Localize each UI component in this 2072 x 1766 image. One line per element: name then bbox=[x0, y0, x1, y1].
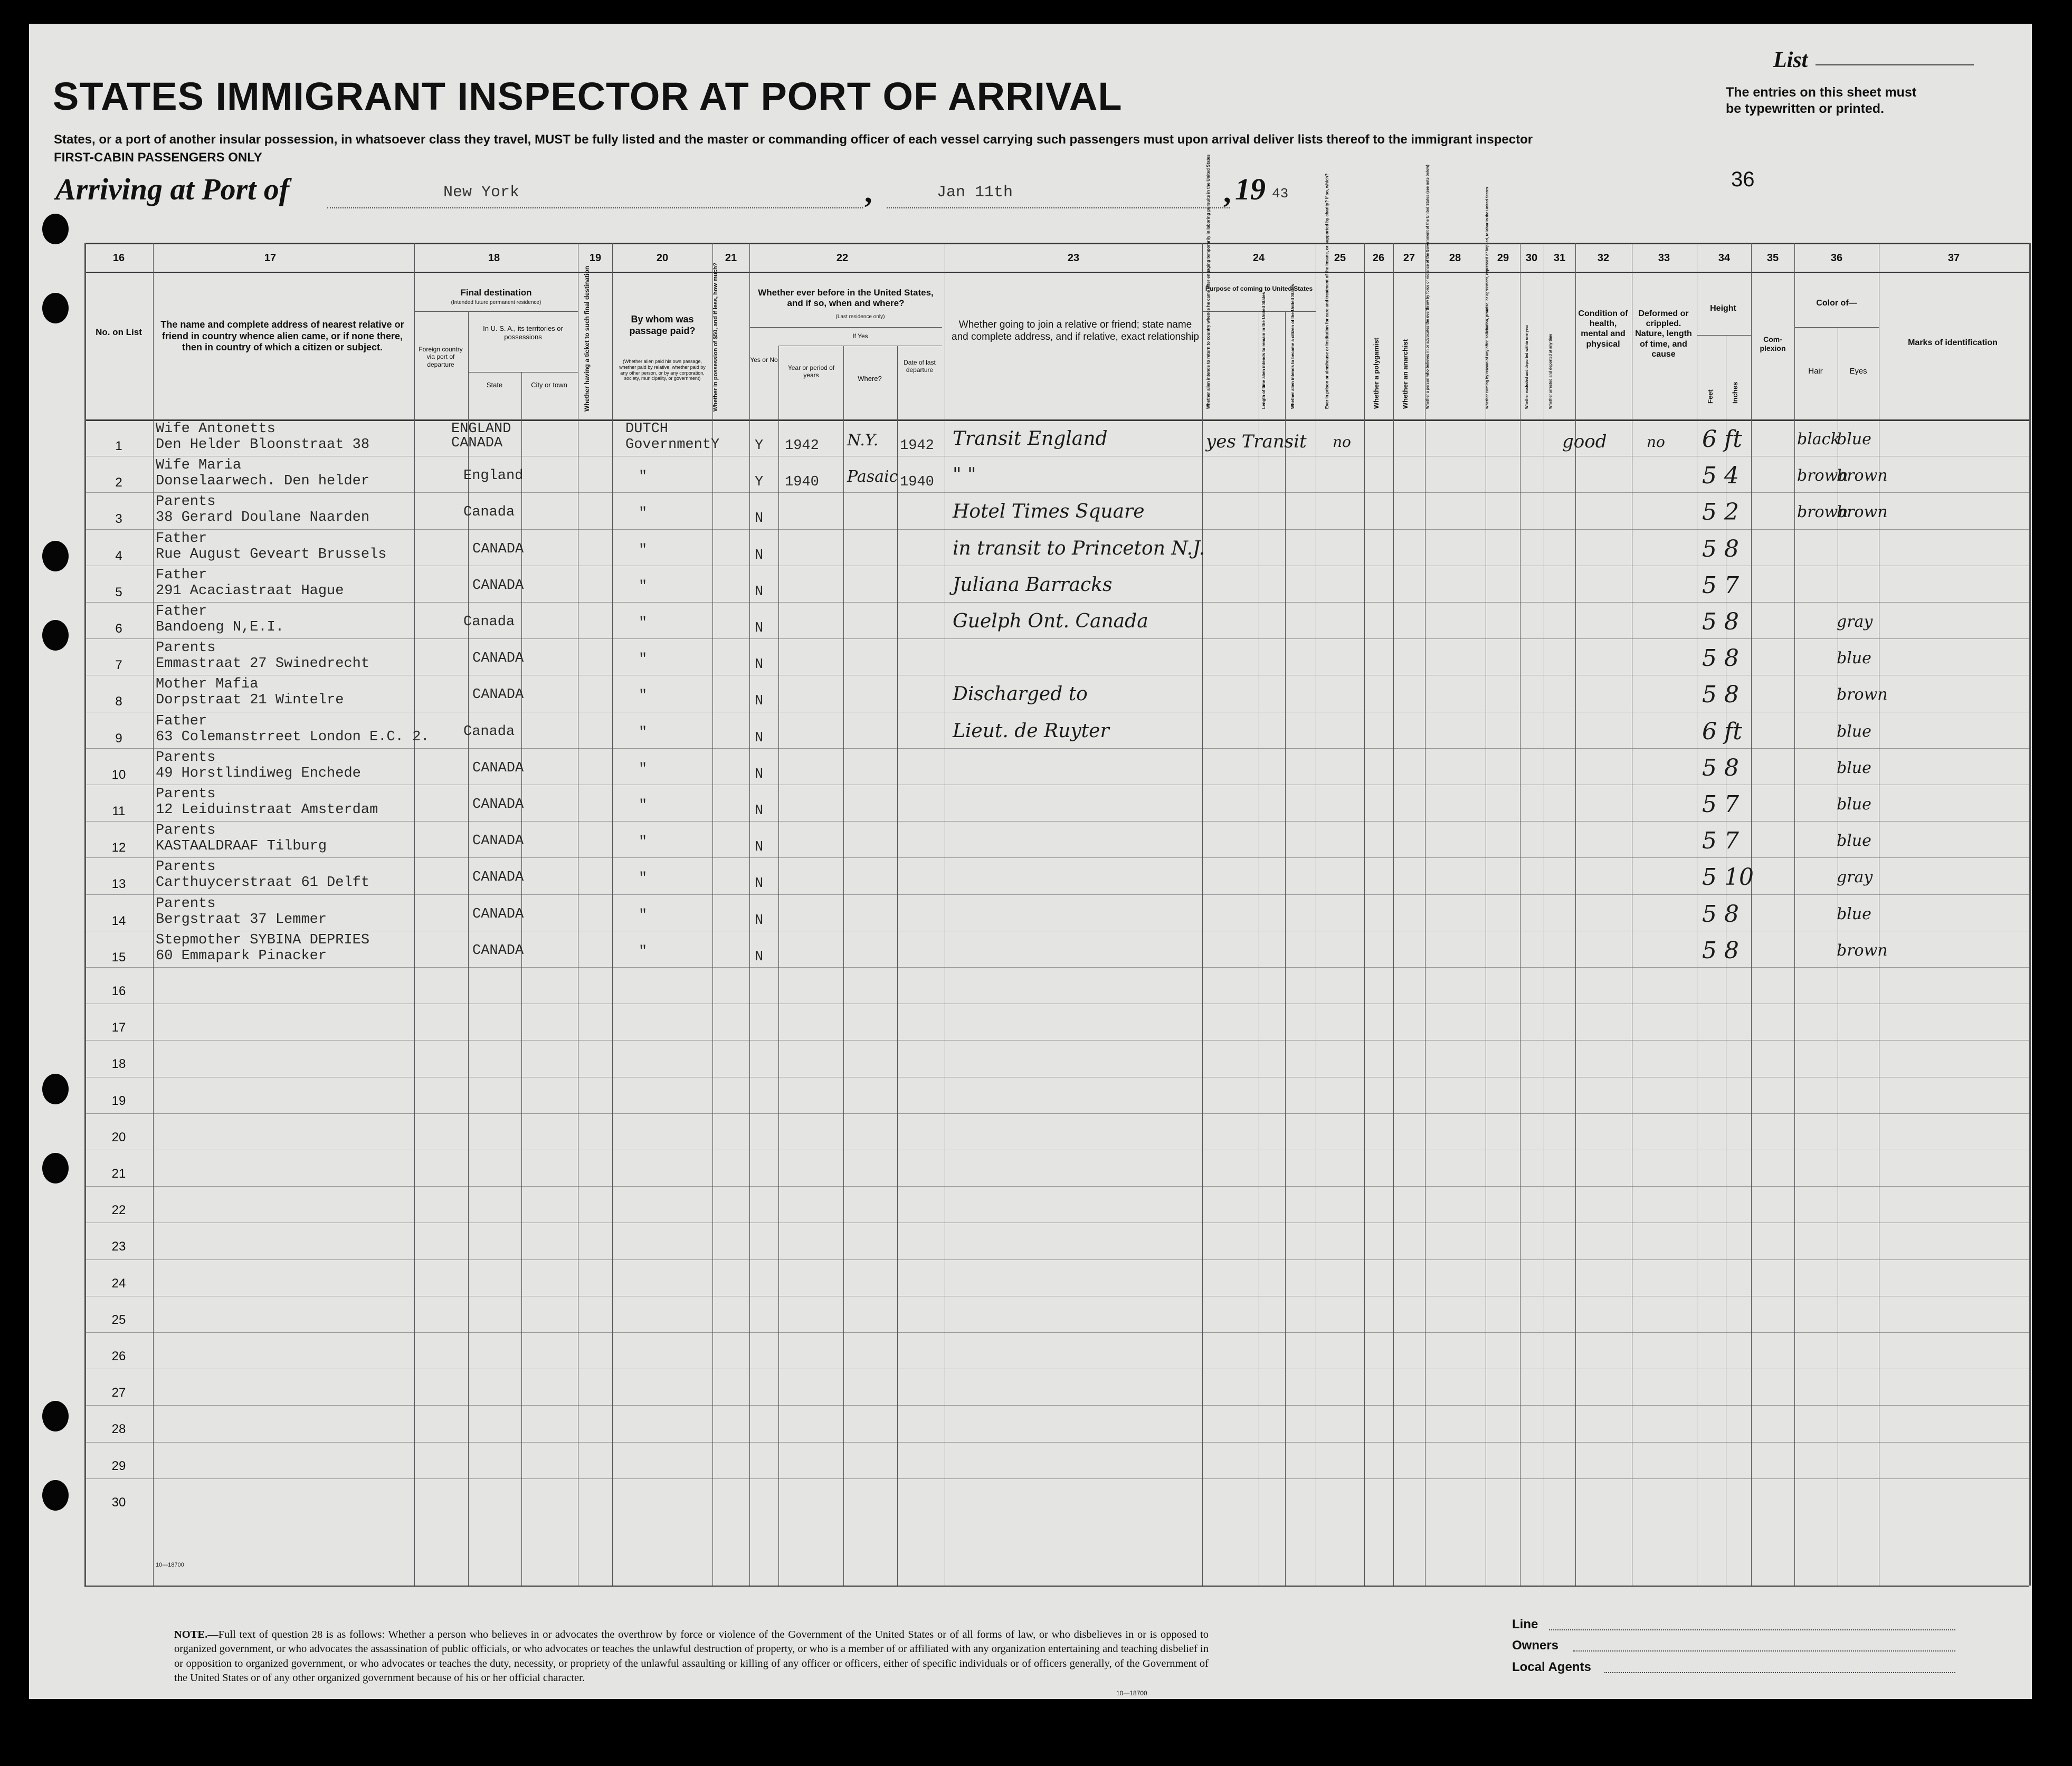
row-number: 3 bbox=[115, 512, 122, 526]
height: 5 8 bbox=[1702, 755, 1739, 781]
eye-color: blue bbox=[1837, 832, 1871, 850]
join-relative: Guelph Ont. Canada bbox=[953, 610, 1148, 632]
column-number: 34 bbox=[1718, 252, 1731, 264]
column-number: 16 bbox=[112, 252, 125, 264]
relative-name: Wife Maria bbox=[156, 457, 242, 473]
relative-address: Emmastraat 27 Swinedrecht bbox=[156, 656, 370, 672]
header-color-of: Color of— bbox=[1816, 299, 1857, 308]
page-title: STATES IMMIGRANT INSPECTOR AT PORT OF ARRIVAL bbox=[53, 74, 1123, 118]
been-in-us: N bbox=[755, 657, 764, 673]
join-relative: Hotel Times Square bbox=[953, 501, 1145, 522]
height: 5 8 bbox=[1702, 901, 1739, 928]
header-c29: Whether coming by reason of any offer, solicitation, promise, or agreement, expressed or implied, to labor in the United States bbox=[1486, 187, 1489, 409]
height: 5 8 bbox=[1702, 536, 1739, 562]
destination-country: CANADA bbox=[472, 687, 524, 703]
column-rule bbox=[1794, 243, 1795, 1586]
purpose: yes Transit bbox=[1206, 431, 1307, 452]
row-number: 30 bbox=[111, 1495, 126, 1510]
date-value: Jan 11th bbox=[937, 184, 1013, 202]
row-number: 7 bbox=[115, 658, 122, 672]
row-number: 11 bbox=[112, 804, 126, 818]
relative-name: Mother Mafia bbox=[156, 676, 259, 692]
destination-country: CANADA bbox=[472, 906, 524, 922]
passage-paid-by: " bbox=[639, 908, 648, 923]
column-number: 25 bbox=[1334, 252, 1346, 264]
header-anarchist: Whether an anarchist bbox=[1401, 339, 1409, 409]
column-number: 17 bbox=[264, 252, 277, 264]
destination-country: CANADA bbox=[451, 435, 503, 451]
header-c31: Whether arrested and deported at any time bbox=[1549, 333, 1553, 409]
column-number: 20 bbox=[656, 252, 669, 264]
relative-address: Dorpstraat 21 Wintelre bbox=[156, 692, 344, 708]
col-25: no bbox=[1333, 433, 1351, 451]
eye-color: blue bbox=[1837, 430, 1871, 448]
passage-paid-by: " bbox=[639, 469, 648, 485]
header-final-destination-sub: (Intended future permanent residence) bbox=[451, 300, 541, 306]
line-label: Line bbox=[1512, 1617, 1538, 1631]
destination-country: Canada bbox=[463, 724, 515, 740]
relative-address: 63 Colemanstrreet London E.C. 2. bbox=[156, 729, 430, 745]
column-rule bbox=[1393, 243, 1394, 1586]
note-text: —Full text of question 28 is as follows: Whether a person who believes in or advocates the overthrow by force or violence of the Government of the United States or of all forms of law, or who disbelieves in or is opposed to organized government, or who advocates the assassination of public officials, or who advocates or teaches the unlawful destruction of property, or who is a member of or affiliated with any organization entertaining and teaching disbelief in or opposition to organized government, or who advocates or teaches the duty, necessity, or propriety of the unlawful assaulting or killing of any officer or officers, either of specific individuals or of officers generally, of the Government of the United States or of any other organized government because of his or her official character. bbox=[174, 1629, 1209, 1684]
relative-name: Father bbox=[156, 567, 207, 583]
where-in-us: Pasaic bbox=[847, 467, 898, 486]
column-number: 30 bbox=[1525, 252, 1538, 264]
been-in-us: N bbox=[755, 730, 764, 746]
destination-country: ENGLAND bbox=[451, 421, 511, 437]
header-height: Height bbox=[1710, 304, 1736, 313]
punch-hole bbox=[42, 1153, 69, 1183]
destination-country: Canada bbox=[463, 614, 515, 630]
height: 5 8 bbox=[1702, 645, 1739, 672]
header-purpose-a bbox=[1206, 314, 1211, 409]
been-in-us: N bbox=[755, 693, 764, 709]
passage-paid-by: " bbox=[639, 761, 648, 777]
header-polygamist: Whether a polygamist bbox=[1372, 337, 1380, 409]
row-rule bbox=[84, 529, 2029, 530]
column-number: 26 bbox=[1372, 252, 1385, 264]
passage-paid-by: " bbox=[639, 944, 648, 960]
destination-country: CANADA bbox=[472, 578, 524, 594]
passage-paid-by: DUTCH bbox=[625, 421, 669, 437]
header-join-relative: Whether going to join a relative or friend; state name and complete address, and if relative, exact relationship bbox=[952, 319, 1199, 342]
relative-name: Father bbox=[156, 604, 207, 619]
port-line bbox=[327, 207, 863, 208]
column-rule bbox=[153, 243, 154, 1586]
eye-color: blue bbox=[1837, 722, 1871, 741]
header-fifty: Whether in possession of $50, and if less, how much? bbox=[712, 262, 719, 412]
date-last-departure: 1940 bbox=[900, 474, 934, 490]
row-number: 1 bbox=[115, 439, 122, 453]
row-number: 27 bbox=[111, 1386, 126, 1400]
column-rule bbox=[897, 346, 898, 1586]
agents-field bbox=[1604, 1672, 1955, 1673]
row-number: 29 bbox=[111, 1459, 126, 1473]
relative-name: Parents bbox=[156, 750, 216, 766]
header-before-us-sub: (Last residence only) bbox=[835, 314, 885, 320]
passage-paid-by: " bbox=[639, 725, 648, 741]
relative-name: Father bbox=[156, 713, 207, 729]
join-relative: " " bbox=[953, 464, 976, 486]
date-line bbox=[887, 207, 1230, 208]
been-in-us: N bbox=[755, 621, 764, 636]
column-rule bbox=[1364, 243, 1365, 1586]
column-number: 31 bbox=[1553, 252, 1566, 264]
height: 6 ft bbox=[1702, 718, 1742, 745]
port-value: New York bbox=[443, 184, 520, 202]
been-in-us: N bbox=[755, 949, 764, 965]
relative-name: Wife Antonetts bbox=[156, 421, 275, 437]
column-number: 35 bbox=[1766, 252, 1779, 264]
passage-paid-by: " bbox=[639, 871, 648, 886]
header-year-period: Year or period of years bbox=[787, 364, 835, 379]
passage-paid-by: " bbox=[639, 798, 648, 814]
relative-name: Parents bbox=[156, 896, 216, 912]
row-rule bbox=[84, 1186, 2029, 1187]
row-rule bbox=[84, 1259, 2029, 1260]
header-no-on-list: No. on List bbox=[96, 327, 142, 337]
where-in-us: N.Y. bbox=[847, 431, 879, 450]
column-number: 18 bbox=[488, 252, 500, 264]
relative-name: Parents bbox=[156, 859, 216, 875]
row-number: 15 bbox=[111, 950, 126, 965]
row-number: 6 bbox=[115, 622, 122, 636]
been-in-us: Y bbox=[755, 438, 764, 454]
typewritten-note bbox=[1726, 84, 1916, 118]
header-eyes: Eyes bbox=[1849, 367, 1867, 376]
row-rule bbox=[84, 1405, 2029, 1406]
join-relative: Lieut. de Ruyter bbox=[953, 720, 1109, 742]
agents-label: Local Agents bbox=[1512, 1660, 1591, 1674]
passage-paid-by: " bbox=[639, 652, 648, 667]
row-number: 24 bbox=[111, 1276, 126, 1291]
relative-address: 291 Acaciastraat Hague bbox=[156, 583, 344, 599]
row-number: 5 bbox=[115, 585, 122, 599]
header-health: Condition of health, mental and physical bbox=[1578, 309, 1628, 349]
row-number: 4 bbox=[115, 549, 122, 563]
destination-country: England bbox=[463, 468, 524, 484]
header-date-last: Date of last departure bbox=[904, 359, 936, 374]
footnote bbox=[174, 1628, 1209, 1685]
row-rule bbox=[84, 821, 2029, 822]
comma: , bbox=[864, 175, 872, 209]
date-last-departure: 1942 bbox=[900, 438, 934, 454]
been-in-us: N bbox=[755, 548, 764, 564]
column-rule bbox=[1751, 243, 1752, 1586]
passage-paid-by: " bbox=[639, 688, 648, 704]
typewritten-note-1: The entries on this sheet must bbox=[1726, 85, 1917, 100]
list-label: List bbox=[1773, 48, 1808, 72]
eye-color: brown bbox=[1837, 685, 1888, 704]
passage-paid-by: " bbox=[639, 579, 648, 595]
eye-color: gray bbox=[1837, 613, 1873, 631]
cabin-class: FIRST-CABIN PASSENGERS ONLY bbox=[54, 150, 262, 165]
column-rule bbox=[749, 243, 750, 1586]
eye-color: blue bbox=[1837, 795, 1871, 814]
row-rule bbox=[84, 857, 2029, 858]
relative-address: Bergstraat 37 Lemmer bbox=[156, 912, 327, 928]
relative-address: 49 Horstlindiweg Enchede bbox=[156, 766, 361, 781]
height: 5 8 bbox=[1702, 681, 1739, 708]
been-in-us: N bbox=[755, 803, 764, 819]
row-rule bbox=[84, 602, 2029, 603]
header-c28 bbox=[1426, 288, 1430, 409]
relative-name: Parents bbox=[156, 786, 216, 802]
punch-hole bbox=[42, 1480, 69, 1511]
punch-hole bbox=[42, 541, 69, 571]
header-c30: Whether excluded and deported within one year bbox=[1525, 324, 1529, 409]
eye-color: brown bbox=[1837, 941, 1888, 960]
column-rule bbox=[612, 243, 613, 1586]
row-rule bbox=[84, 1113, 2029, 1114]
column-rule bbox=[778, 346, 779, 1586]
been-in-us: N bbox=[755, 913, 764, 929]
punch-hole bbox=[42, 620, 69, 651]
row-number: 13 bbox=[111, 877, 126, 891]
relative-address: 38 Gerard Doulane Naarden bbox=[156, 510, 370, 526]
column-number: 28 bbox=[1449, 252, 1461, 264]
passage-paid-by: " bbox=[639, 505, 648, 521]
header-state: State bbox=[486, 381, 503, 389]
row-number: 25 bbox=[111, 1313, 126, 1327]
relative-name: Parents bbox=[156, 494, 216, 510]
column-rule bbox=[468, 311, 469, 1586]
height: 5 7 bbox=[1702, 827, 1739, 854]
column-number: 33 bbox=[1658, 252, 1670, 264]
header-passage-sub: (Whether alien paid his own passage, whether paid by relative, whether paid by any other person, or by any corporation, society, municipality, or government) bbox=[619, 359, 706, 381]
join-relative: Juliana Barracks bbox=[953, 574, 1113, 596]
destination-country: CANADA bbox=[472, 541, 524, 557]
destination-country: CANADA bbox=[472, 943, 524, 959]
manifest-sheet bbox=[29, 24, 2032, 1699]
passage-paid-by: GovernmentY bbox=[625, 437, 720, 453]
arriving-label: Arriving at Port of bbox=[55, 172, 290, 206]
join-relative: Discharged to bbox=[953, 683, 1088, 705]
header-where: Where? bbox=[858, 375, 882, 383]
row-number: 21 bbox=[111, 1167, 126, 1181]
been-in-us: N bbox=[755, 767, 764, 782]
form-number: 10—18700 bbox=[1116, 1689, 1147, 1697]
relative-address: Bandoeng N,E.I. bbox=[156, 619, 284, 635]
column-number: 29 bbox=[1497, 252, 1509, 264]
deformed: no bbox=[1647, 433, 1665, 451]
owners-field bbox=[1573, 1650, 1955, 1652]
row-rule bbox=[84, 894, 2029, 895]
health: good bbox=[1562, 431, 1607, 452]
row-number: 17 bbox=[111, 1020, 126, 1035]
row-number: 9 bbox=[115, 731, 122, 746]
row-number: 26 bbox=[111, 1349, 126, 1363]
header-deformed: Deformed or crippled. Nature, length of time, and cause bbox=[1635, 309, 1692, 359]
column-rule bbox=[843, 346, 844, 1586]
eye-color: brown bbox=[1837, 466, 1888, 485]
eye-color: blue bbox=[1837, 759, 1871, 777]
typewritten-note-2: be typewritten or printed. bbox=[1726, 101, 1885, 117]
column-number: 23 bbox=[1067, 252, 1080, 264]
relative-address: 60 Emmapark Pinacker bbox=[156, 948, 327, 964]
table-bottom-border bbox=[84, 1586, 2029, 1587]
row-number: 22 bbox=[111, 1203, 126, 1217]
form-number-inline: 10—18700 bbox=[156, 1562, 184, 1568]
passage-paid-by: " bbox=[639, 834, 648, 850]
height: 5 2 bbox=[1702, 499, 1739, 526]
subheader-rule bbox=[1794, 327, 1879, 328]
instructions-text: States, or a port of another insular possession, in whatsoever class they travel, MUST be fully listed and the master or commanding officer of each vessel carrying such passengers must upon arrival deliver lists thereof to the immigrant inspector bbox=[54, 132, 1533, 147]
destination-country: CANADA bbox=[472, 870, 524, 885]
year-prefix: 19 bbox=[1235, 172, 1266, 206]
header-foreign-country: Foreign country via port of departure bbox=[419, 346, 463, 368]
column-rule bbox=[1285, 311, 1286, 1586]
been-in-us: N bbox=[755, 584, 764, 600]
table-top-border bbox=[84, 243, 2029, 244]
hair-color: black bbox=[1797, 430, 1840, 448]
height: 5 7 bbox=[1702, 572, 1739, 599]
relative-address: KASTAALDRAAF Tilburg bbox=[156, 838, 327, 854]
relative-address: Donselaarwech. Den helder bbox=[156, 473, 370, 489]
header-complexion: Com-plexion bbox=[1760, 335, 1786, 352]
eye-color: brown bbox=[1837, 503, 1888, 521]
eye-color: gray bbox=[1837, 868, 1873, 886]
note-label: NOTE. bbox=[174, 1629, 208, 1640]
header-marks: Marks of identification bbox=[1908, 338, 1998, 347]
year-in-us: 1940 bbox=[785, 474, 819, 490]
row-number: 10 bbox=[111, 768, 126, 782]
been-in-us: N bbox=[755, 839, 764, 855]
row-rule bbox=[84, 1478, 2029, 1479]
punch-hole bbox=[42, 293, 69, 323]
destination-country: Canada bbox=[463, 504, 515, 520]
been-in-us: N bbox=[755, 876, 764, 892]
header-ticket: Whether having a ticket to such final destination bbox=[583, 265, 591, 412]
header-purpose-b: Length of time alien intends to remain in the United States bbox=[1261, 292, 1266, 409]
header-relative: The name and complete address of nearest relative or friend in country whence alien came, or if none there, then in country of which a citizen or subject. bbox=[160, 319, 404, 353]
punch-hole bbox=[42, 1401, 69, 1431]
destination-country: CANADA bbox=[472, 833, 524, 849]
header-before-us: Whether ever before in the United States, and if so, when and where? bbox=[758, 288, 934, 309]
header-feet: Feet bbox=[1706, 389, 1714, 404]
column-number: 27 bbox=[1403, 252, 1415, 264]
height: 5 7 bbox=[1702, 791, 1739, 818]
relative-name: Parents bbox=[156, 640, 216, 656]
join-relative: Transit England bbox=[953, 428, 1108, 450]
header-passage: By whom was passage paid? bbox=[629, 314, 696, 336]
join-relative: in transit to Princeton N.J. bbox=[953, 538, 1205, 559]
row-number: 14 bbox=[111, 914, 126, 928]
row-rule bbox=[84, 492, 2029, 493]
header-hair: Hair bbox=[1808, 367, 1823, 376]
row-rule bbox=[84, 748, 2029, 749]
column-rule bbox=[1202, 243, 1203, 1586]
destination-country: CANADA bbox=[472, 797, 524, 813]
column-rule bbox=[2029, 243, 2031, 1586]
header-bottom-border bbox=[84, 419, 2029, 421]
column-number: 21 bbox=[725, 252, 737, 264]
column-rule bbox=[414, 243, 415, 1586]
instructions bbox=[54, 131, 1533, 166]
passage-paid-by: " bbox=[639, 542, 648, 558]
subheader-rule bbox=[749, 327, 942, 328]
relative-address: Rue August Geveart Brussels bbox=[156, 547, 387, 562]
column-number: 32 bbox=[1597, 252, 1610, 264]
punch-hole bbox=[42, 1074, 69, 1104]
header-if-yes: If Yes bbox=[852, 332, 868, 340]
subheader-rule bbox=[1697, 335, 1751, 336]
sheet-number: 36 bbox=[1731, 168, 1755, 191]
eye-color: blue bbox=[1837, 905, 1871, 923]
punch-hole bbox=[42, 214, 69, 244]
row-number: 2 bbox=[115, 475, 122, 490]
passage-paid-by: " bbox=[639, 615, 648, 631]
row-rule bbox=[84, 1442, 2029, 1443]
row-number: 28 bbox=[111, 1422, 126, 1436]
owners-label: Owners bbox=[1512, 1638, 1559, 1653]
subheader-rule bbox=[414, 311, 578, 312]
column-number: 36 bbox=[1830, 252, 1843, 264]
height: 5 10 bbox=[1702, 864, 1754, 891]
line-field bbox=[1549, 1629, 1955, 1630]
hair-color: brown bbox=[1797, 503, 1848, 521]
header-usa: In U. S. A., its territories or possessions bbox=[483, 324, 563, 341]
comma: , bbox=[1223, 175, 1231, 209]
hair-color: brown bbox=[1797, 466, 1848, 485]
destination-country: CANADA bbox=[472, 651, 524, 666]
destination-country: CANADA bbox=[472, 760, 524, 776]
height: 5 8 bbox=[1702, 608, 1739, 635]
row-rule bbox=[84, 638, 2029, 639]
header-purpose-c: Whether alien intends to become a citizen of the United States bbox=[1290, 284, 1295, 409]
eye-color: blue bbox=[1837, 649, 1871, 667]
row-number: 18 bbox=[111, 1057, 126, 1071]
been-in-us: Y bbox=[755, 474, 764, 490]
row-rule bbox=[84, 1332, 2029, 1333]
relative-name: Stepmother SYBINA DEPRIES bbox=[156, 932, 370, 948]
row-number: 12 bbox=[111, 841, 126, 855]
relative-name: Parents bbox=[156, 823, 216, 838]
row-number: 19 bbox=[111, 1094, 126, 1108]
row-number: 20 bbox=[111, 1130, 126, 1144]
column-number: 37 bbox=[1947, 252, 1960, 264]
relative-address: 12 Leiduinstraat Amsterdam bbox=[156, 802, 378, 818]
height: 5 8 bbox=[1702, 937, 1739, 964]
height: 6 ft bbox=[1702, 426, 1742, 453]
header-inches: Inches bbox=[1731, 381, 1739, 404]
row-number: 23 bbox=[111, 1239, 126, 1254]
year-suffix: 43 bbox=[1272, 186, 1289, 202]
header-city: City or town bbox=[531, 381, 567, 389]
header-yes-no: Yes or No bbox=[750, 356, 778, 364]
column-number: 19 bbox=[589, 252, 602, 264]
list-line bbox=[1816, 64, 1974, 65]
header-c25: Ever in prison or almshouse or institution for care and treatment of the insane, or supported by charity? If so, which? bbox=[1325, 173, 1329, 409]
subheader-rule bbox=[468, 372, 578, 373]
been-in-us: N bbox=[755, 511, 764, 527]
header-final-destination: Final destination bbox=[460, 288, 532, 298]
relative-address: Carthuycerstraat 61 Delft bbox=[156, 875, 370, 891]
column-number: 24 bbox=[1252, 252, 1265, 264]
row-rule bbox=[84, 967, 2029, 968]
header-purpose: Purpose of coming to United States bbox=[1205, 285, 1313, 292]
row-number: 8 bbox=[115, 694, 122, 709]
row-number: 16 bbox=[111, 984, 126, 998]
height: 5 4 bbox=[1702, 462, 1739, 489]
column-number: 22 bbox=[836, 252, 849, 264]
year-in-us: 1942 bbox=[785, 438, 819, 454]
relative-address: Den Helder Bloonstraat 38 bbox=[156, 437, 370, 453]
column-number-divider bbox=[84, 272, 2029, 273]
relative-name: Father bbox=[156, 531, 207, 547]
